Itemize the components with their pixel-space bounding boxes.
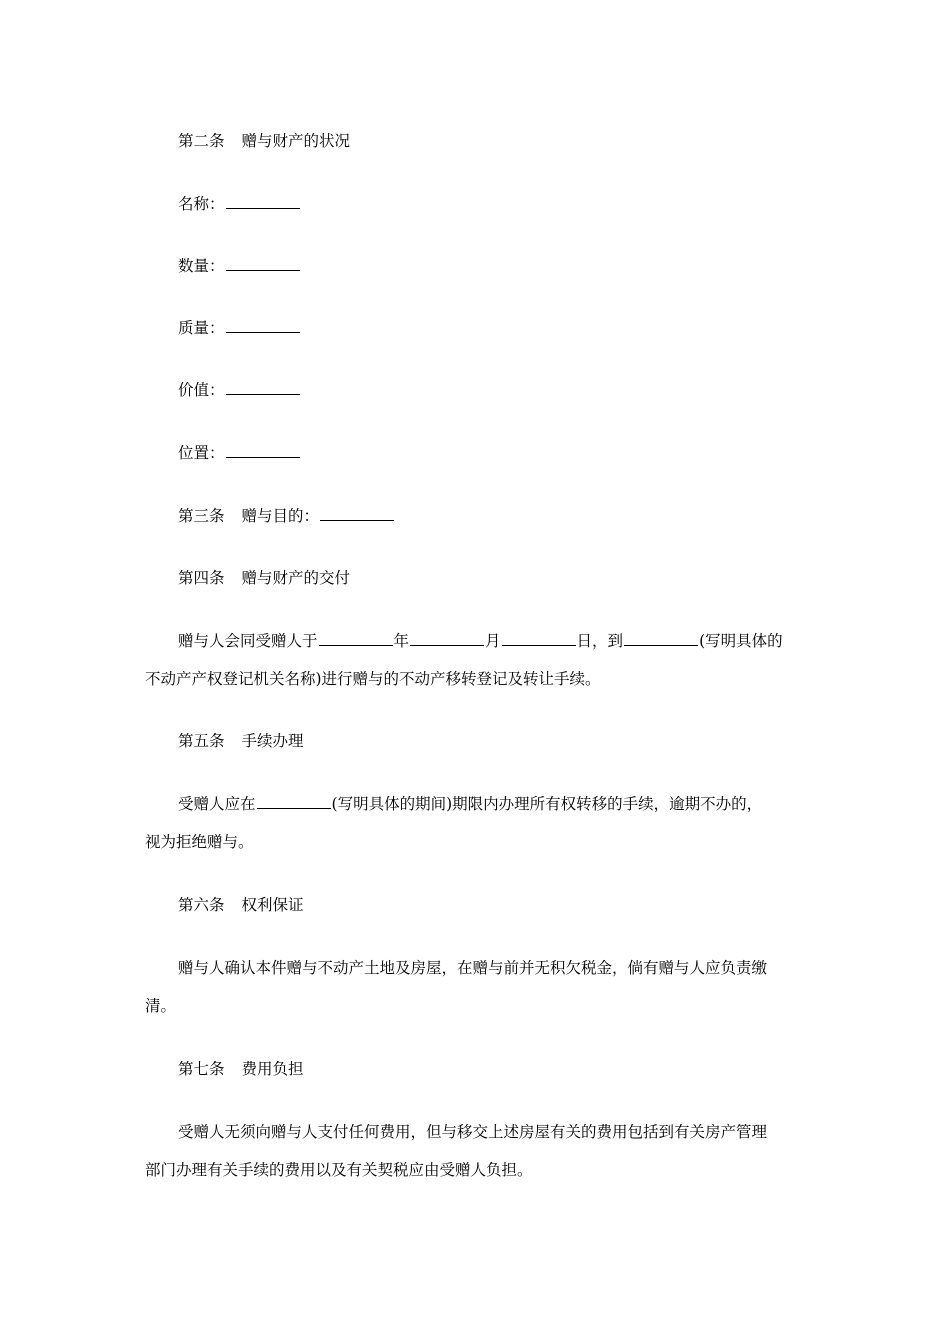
article-4-paragraph-line-1	[178, 631, 783, 651]
article-title: 费用负担	[241, 1060, 304, 1078]
article-5-paragraph-line-2	[145, 832, 254, 852]
field-value	[178, 380, 301, 400]
article-title: 赠与财产的状况	[241, 132, 351, 150]
article-7-heading	[178, 1059, 304, 1079]
article-title: 手续办理	[241, 732, 304, 750]
article-number: 第四条	[178, 569, 225, 587]
article-number: 第二条	[178, 132, 225, 150]
field-label: 数量：	[178, 257, 225, 275]
blank-line	[624, 631, 698, 646]
paragraph-text: 受赠人应在	[178, 795, 256, 813]
paragraph-text: 赠与人会同受赠人于	[178, 632, 318, 650]
field-quality	[178, 318, 301, 338]
article-title: 权利保证	[241, 896, 304, 914]
article-number: 第三条	[178, 507, 225, 525]
article-number: 第七条	[178, 1060, 225, 1078]
blank-line	[320, 506, 394, 521]
article-5-heading	[178, 731, 304, 751]
article-4-paragraph-line-2	[145, 669, 601, 689]
blank-line	[226, 256, 300, 271]
paragraph-text: 清。	[145, 997, 177, 1015]
field-label: 名称：	[178, 195, 225, 213]
blank-line	[226, 443, 300, 458]
field-quantity	[178, 256, 301, 276]
paragraph-text: (写明具体的	[699, 632, 783, 650]
blank-line	[226, 194, 300, 209]
field-label: 价值：	[178, 381, 225, 399]
paragraph-text: 赠与人确认本件赠与不动产土地及房屋，在赠与前并无积欠税金，倘有赠与人应负责缴	[178, 959, 768, 977]
field-label: 位置：	[178, 444, 225, 462]
blank-line	[226, 318, 300, 333]
article-6-paragraph-line-1	[178, 958, 767, 978]
article-2-heading	[178, 131, 350, 151]
blank-line	[410, 631, 484, 646]
paragraph-text: 受赠人无须向赠与人支付任何费用，但与移交上述房屋有关的费用包括到有关房产管理	[178, 1123, 768, 1141]
field-location	[178, 443, 301, 463]
paragraph-text: (写明具体的期间)期限内办理所有权转移的手续，逾期不办的，	[331, 795, 763, 813]
paragraph-text: 视为拒绝赠与。	[145, 833, 254, 851]
paragraph-text: 部门办理有关手续的费用以及有关契税应由受赠人负担。	[145, 1161, 533, 1179]
article-7-paragraph-line-1	[178, 1122, 767, 1142]
field-label: 质量：	[178, 319, 225, 337]
article-number: 第五条	[178, 732, 225, 750]
article-7-paragraph-line-2	[145, 1160, 533, 1180]
blank-line	[319, 631, 393, 646]
paragraph-text: 不动产产权登记机关名称)进行赠与的不动产移转登记及转让手续。	[145, 670, 601, 688]
article-6-paragraph-line-2	[145, 996, 176, 1016]
article-number: 第六条	[178, 896, 225, 914]
article-title: 赠与目的：	[241, 507, 320, 525]
article-title: 赠与财产的交付	[241, 569, 351, 587]
blank-line	[502, 631, 576, 646]
article-6-heading	[178, 895, 304, 915]
paragraph-text: 日，到	[576, 632, 624, 650]
article-4-heading	[178, 568, 350, 588]
blank-line	[226, 380, 300, 395]
paragraph-text: 月	[485, 632, 501, 650]
field-name	[178, 194, 301, 214]
article-5-paragraph-line-1	[178, 794, 762, 814]
blank-line	[257, 794, 331, 809]
article-3-heading	[178, 506, 395, 526]
paragraph-text: 年	[393, 632, 410, 650]
